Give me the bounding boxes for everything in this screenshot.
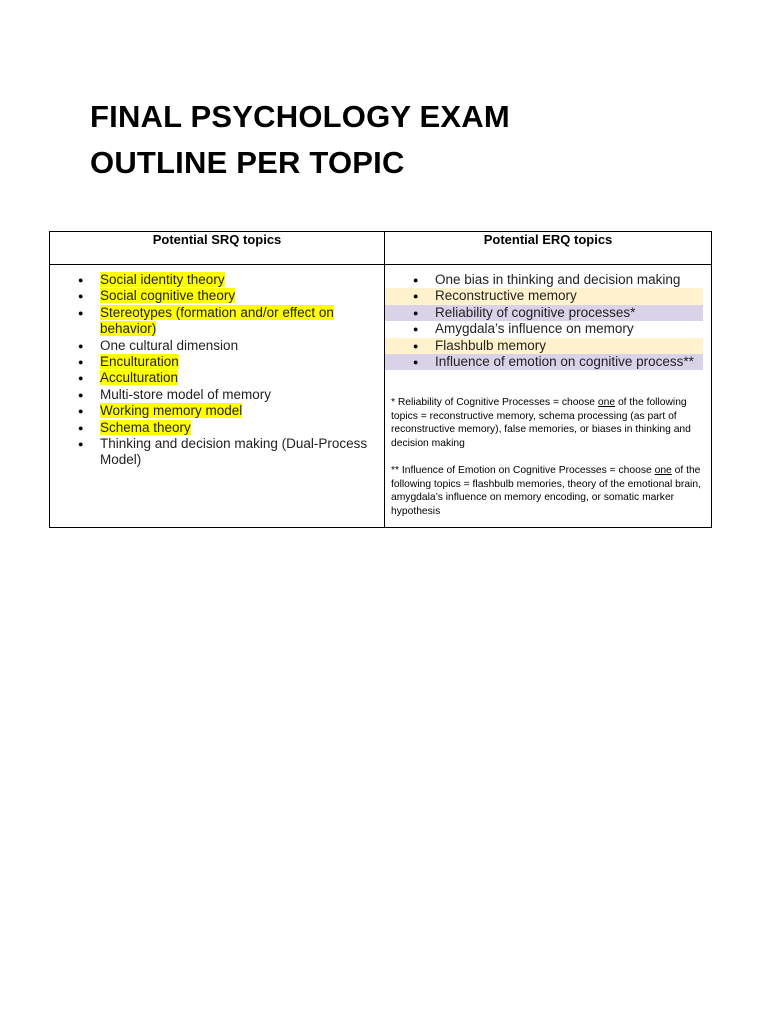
list-item — [385, 321, 703, 337]
list-item — [385, 272, 703, 288]
list-item-text: Multi-store model of memory — [100, 386, 272, 402]
bullet-icon: ● — [413, 357, 419, 368]
list-item-text: Influence of emotion on cognitive process** — [435, 354, 694, 370]
table-header-row — [50, 232, 712, 265]
title-line-1: FINAL PSYCHOLOGY EXAM — [90, 99, 510, 134]
bullet-icon: ● — [78, 422, 84, 433]
bullet-icon: ● — [413, 291, 419, 302]
list-item — [50, 436, 384, 469]
list-item-text: Working memory model — [100, 403, 243, 419]
bullet-icon: ● — [78, 373, 84, 384]
erq-topic-list — [385, 265, 711, 370]
list-item-text: Stereotypes (formation and/or effect on behavior) — [100, 304, 334, 337]
bullet-icon: ● — [78, 439, 84, 450]
bullet-icon: ● — [78, 389, 84, 400]
list-item-text: One bias in thinking and decision making — [435, 272, 681, 287]
emotion-footnote — [385, 464, 711, 518]
footnote-emphasis: one — [597, 397, 616, 409]
table-body-row — [50, 265, 712, 528]
list-item — [50, 420, 384, 436]
page-title — [90, 94, 510, 186]
bullet-icon: ● — [413, 307, 419, 318]
list-item — [50, 288, 384, 304]
list-item-text: Social cognitive theory — [100, 288, 236, 304]
footnote-prefix: ** Influence of Emotion on Cognitive Processes = choose — [391, 465, 655, 477]
list-item — [50, 370, 384, 386]
bullet-icon: ● — [78, 275, 84, 285]
bullet-icon: ● — [78, 357, 84, 368]
erq-column-header: Potential ERQ topics — [385, 232, 712, 265]
srq-cell — [50, 265, 385, 528]
list-item-text: Enculturation — [100, 354, 179, 370]
list-item — [385, 305, 703, 321]
list-item — [50, 403, 384, 419]
bullet-icon: ● — [413, 324, 419, 335]
footnote-suffix: of the following topics = reconstructive memory, schema processing (as part of reconstructive memory), false memories, or biases in thinking and decision making — [391, 397, 691, 449]
list-item — [50, 387, 384, 403]
list-item-text: Schema theory — [100, 419, 191, 435]
title-line-2: OUTLINE PER TOPIC — [90, 145, 405, 180]
list-item — [50, 354, 384, 370]
bullet-icon: ● — [413, 275, 419, 285]
list-item-text: Thinking and decision making (Dual-Process Model) — [100, 436, 368, 468]
reliability-footnote — [385, 396, 711, 450]
bullet-icon: ● — [78, 340, 84, 351]
list-item — [50, 272, 384, 288]
bullet-icon: ● — [413, 340, 419, 351]
list-item — [50, 338, 384, 354]
footnote-prefix: * Reliability of Cognitive Processes = choose — [391, 397, 598, 409]
footnote-suffix: of the following topics = flashbulb memories, theory of the emotional brain, amygdala’s influence on memory encoding, or somatic marker hypothesis — [391, 465, 701, 517]
list-item-text: Social identity theory — [100, 272, 225, 287]
list-item-text: Reconstructive memory — [435, 288, 577, 304]
topics-table — [49, 231, 712, 528]
list-item-text: One cultural dimension — [100, 337, 239, 353]
srq-topic-list — [50, 265, 384, 527]
list-item-text: Amygdala’s influence on memory — [435, 321, 634, 337]
list-item — [50, 305, 384, 338]
list-item — [385, 288, 703, 304]
list-item — [385, 338, 703, 354]
bullet-icon: ● — [78, 291, 84, 302]
list-item-text: Acculturation — [100, 370, 179, 386]
erq-cell — [385, 265, 712, 528]
bullet-icon: ● — [78, 307, 84, 318]
bullet-icon: ● — [78, 406, 84, 417]
list-item-text: Flashbulb memory — [435, 337, 547, 353]
list-item-text: Reliability of cognitive processes* — [435, 304, 636, 320]
list-item — [385, 354, 703, 370]
footnote-emphasis: one — [654, 465, 672, 477]
srq-column-header: Potential SRQ topics — [50, 232, 385, 265]
